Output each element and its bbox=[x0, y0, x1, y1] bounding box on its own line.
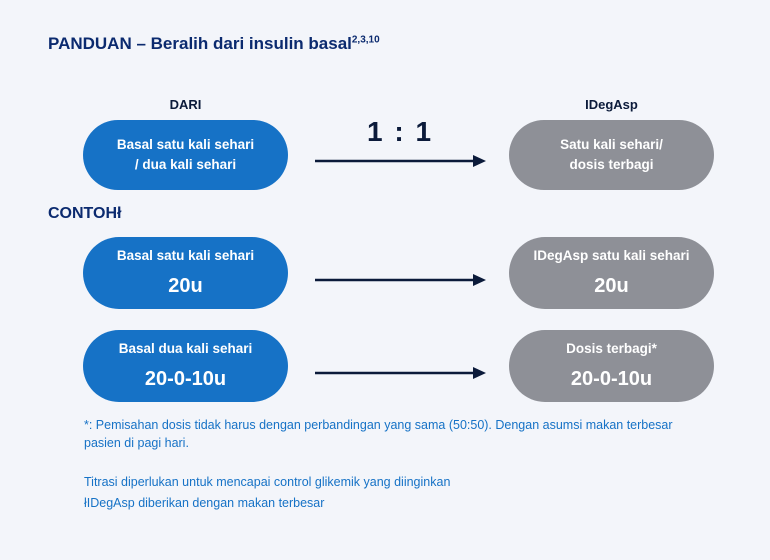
conversion-ratio: 1 : 1 bbox=[366, 116, 434, 147]
guide-to-box bbox=[509, 120, 714, 190]
example-1-to-label: IDegAsp satu kali sehari bbox=[533, 248, 690, 263]
example-1-arrow bbox=[315, 273, 487, 287]
guide-arrow bbox=[315, 154, 487, 168]
example-1-to-box bbox=[509, 237, 714, 309]
example-1-from-box bbox=[83, 237, 288, 309]
page-title bbox=[48, 34, 380, 54]
example-2-arrow bbox=[315, 366, 487, 380]
guide-from-line2: / dua kali sehari bbox=[134, 157, 237, 172]
footnote-largest-meal: łIDegAsp diberikan dengan makan terbesar bbox=[84, 496, 325, 510]
column-header-to: IDegAsp bbox=[585, 97, 638, 112]
title-reference: 2,3,10 bbox=[351, 34, 380, 46]
example-2-from-value: 20-0-10u bbox=[144, 368, 227, 390]
example-2-to-label: Dosis terbagi* bbox=[566, 341, 657, 356]
example-2-to-box bbox=[509, 330, 714, 402]
example-2-from-label: Basal dua kali sehari bbox=[118, 341, 253, 356]
example-1-from-value: 20u bbox=[168, 275, 203, 297]
example-2-to-value: 20-0-10u bbox=[570, 368, 653, 390]
example-heading: CONTOHł bbox=[48, 205, 122, 222]
footnote-titration: Titrasi diperlukan untuk mencapai control glikemik yang diinginkan bbox=[84, 475, 451, 489]
example-2-from-box bbox=[83, 330, 288, 402]
title-text: PANDUAN – Beralih dari insulin basal bbox=[48, 34, 352, 53]
guide-to-line2: dosis terbagi bbox=[569, 157, 654, 172]
guide-from-box bbox=[83, 120, 288, 190]
column-header-from: DARI bbox=[169, 97, 202, 112]
example-1-from-label: Basal satu kali sehari bbox=[116, 248, 255, 263]
guide-from-line1: Basal satu kali sehari bbox=[116, 137, 255, 152]
footnote-asterisk: *: Pemisahan dosis tidak harus dengan perbandingan yang sama (50:50). Dengan asumsi makan terbesar pasien di pagi hari. bbox=[84, 418, 673, 450]
guide-to-line1: Satu kali sehari/ bbox=[560, 137, 663, 152]
example-1-to-value: 20u bbox=[594, 275, 629, 297]
